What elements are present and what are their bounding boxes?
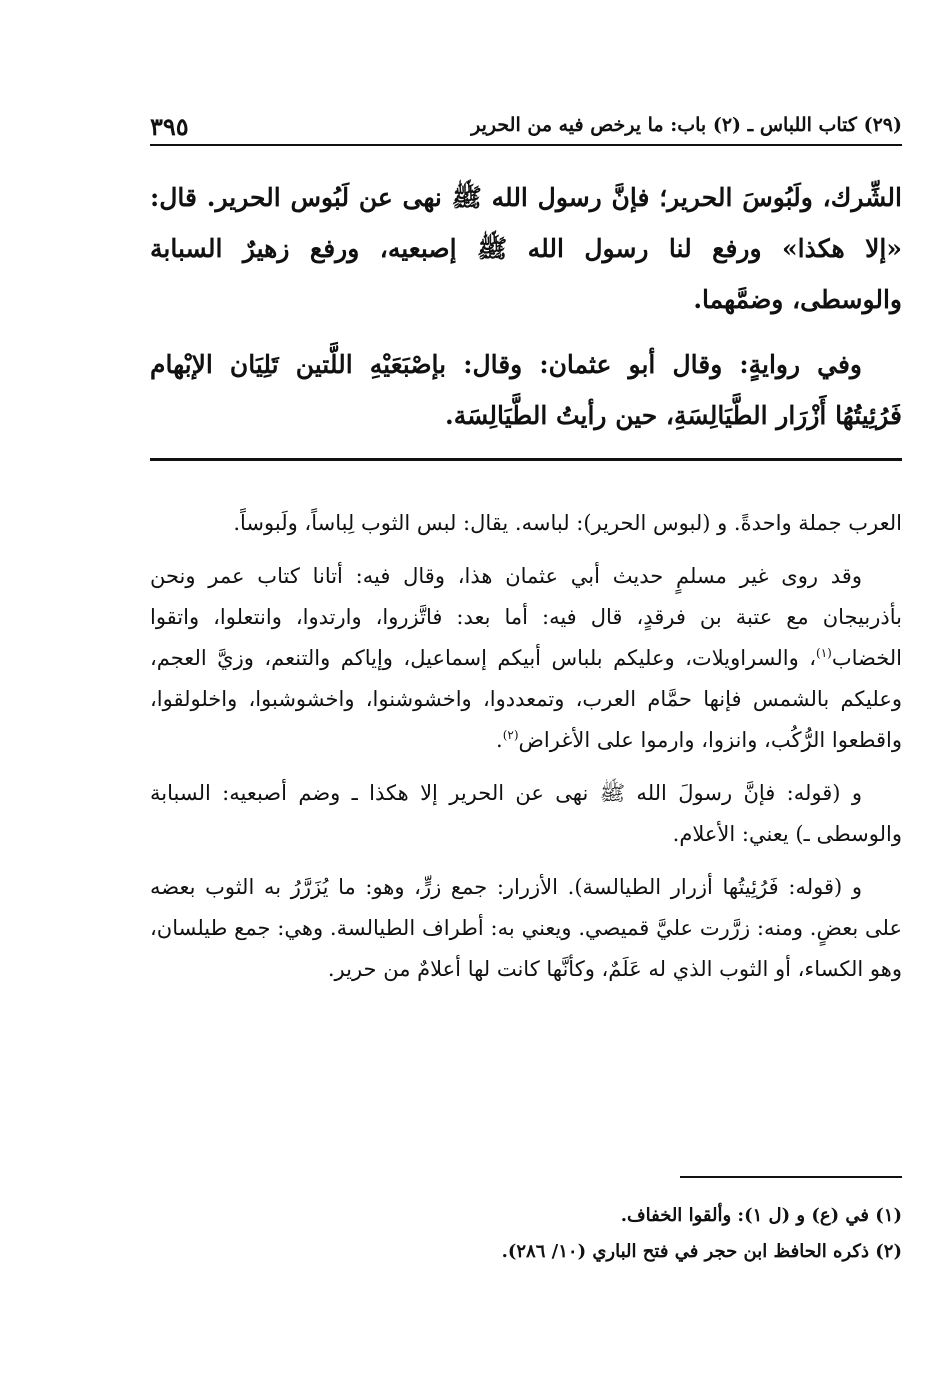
hadith-paragraph: وفي روايةٍ: وقال أبو عثمان: وقال: بإصْبَعَيْهِ اللَّتين تَلِيَان الإبْهام فَرُئِيتُهُا أَزْرَار الطَّيَالِسَةِ، حين رأيتُ الطَّيَالِسَة. [150, 350, 902, 430]
page-header [150, 112, 902, 142]
footnote-ref: (١) [816, 646, 832, 660]
commentary-paragraph: و (قوله: فَرُئِيتُها أزرار الطيالسة). الأزرار: جمع زرٍّ، وهو: ما يُزَرَّرُ به الثوب بعضه على بعضٍ. ومنه: زرَّرت عليَّ قميصي. ويعني به: أطراف الطيالسة. وهي: جمع طيلسان، وهو الكساء، أو الثوب الذي له عَلَمٌ، وكأنَّها كانت لها أعلامٌ من حرير. [150, 875, 902, 981]
footnote: (٢) ذكره الحافظ ابن حجر في فتح الباري (١٠/ ٢٨٦). [501, 1241, 902, 1262]
commentary-paragraph: و (قوله: فإنَّ رسولَ الله ﷺ نهى عن الحرير إلا هكذا ـ وضم أصبعيه: السبابة والوسطى ـ) يعني: الأعلام. [150, 781, 902, 846]
footnotes [150, 1198, 902, 1270]
running-head: (٢٩) كتاب اللباس ـ (٢) باب: ما يرخص فيه من الحرير [471, 114, 902, 136]
commentary-text-run: ، والسراويلات، وعليكم بلباس أبيكم إسماعيل، وإياكم والتنعم، وزيَّ العجم، وعليكم بالشمس فإنها حمَّام العرب، وتمعددوا، واخشوشنوا، واخشوشبوا، واخلولقوا، واقطعوا الرُّكُب، وانزوا، وارموا على الأغراض [150, 646, 902, 752]
footnote: (١) في (ع) و (ل ١): وألقوا الخفاف. [620, 1205, 902, 1226]
footnote-ref: (٢) [502, 728, 519, 742]
header-rule [150, 144, 902, 146]
commentary-text-run: . [496, 728, 503, 752]
commentary-paragraph: العرب جملة واحدةً. و (لبوس الحرير): لباسه. يقال: لبس الثوب لِباساً، ولَبوساً. [233, 511, 902, 535]
commentary-text [150, 503, 902, 1002]
footnote-rule [680, 1176, 902, 1178]
hadith-text [150, 172, 902, 455]
commentary-paragraph [150, 556, 902, 761]
page-number: ٣٩٥ [150, 112, 189, 141]
hadith-paragraph: الشِّرك، ولَبُوسَ الحرير؛ فإنَّ رسول الله ﷺ نهى عن لَبُوس الحرير. قال: «إلا هكذا» ورفع لنا رسول الله ﷺ إصبعيه، ورفع زهيرٌ السبابة والوسطى، وضمَّهما. [150, 183, 902, 314]
commentary-text-run: وقد روى غير مسلمٍ حديث أبي عثمان هذا، وقال فيه: أتانا كتاب عمر ونحن بأذربيجان مع عتبة بن فرقدٍ، قال فيه: أما بعد: فاتَّزروا، وارتدوا، وانتعلوا، واتقوا الخضاب [150, 564, 902, 670]
section-divider [150, 458, 902, 461]
